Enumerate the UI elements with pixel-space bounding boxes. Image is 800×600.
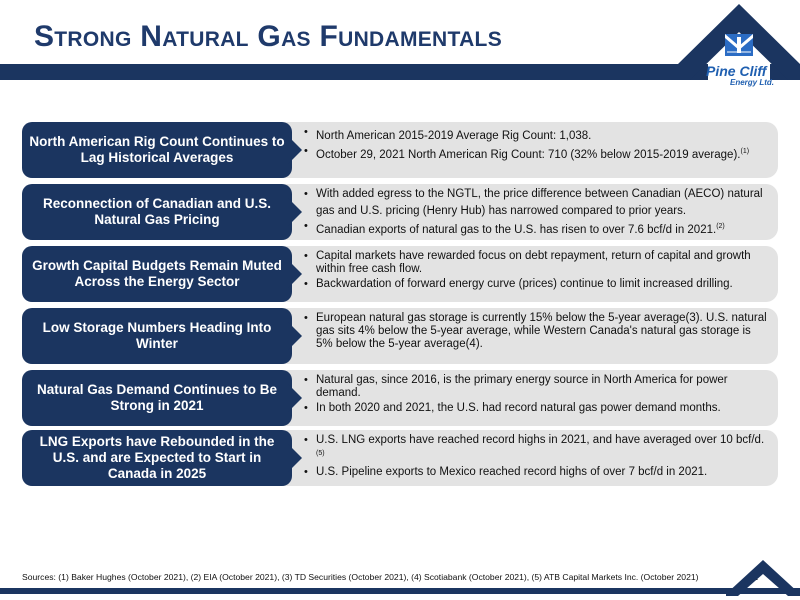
chevron-icon — [288, 136, 302, 164]
bullet-list — [304, 312, 770, 353]
chevron-icon — [288, 444, 302, 472]
row-heading: Reconnection of Canadian and U.S. Natural Gas Pricing — [22, 184, 292, 240]
chevron-icon — [288, 322, 302, 350]
fundamental-row — [22, 122, 778, 178]
bullet-item: • North American 2015-2019 Average Rig Count: 1,038. — [304, 126, 770, 143]
row-heading: LNG Exports have Rebounded in the U.S. and are Expected to Start in Canada in 2025 — [22, 430, 292, 486]
bullet-item: • European natural gas storage is currently 15% below the 5-year average(3). U.S. natural gas sits 4% below the 5-year average, while Western Canada's natural gas storage is 5% below the 5-year average(4). — [304, 312, 770, 351]
bullet-item: • In both 2020 and 2021, the U.S. had record natural gas power demand months. — [304, 402, 770, 415]
bullet-item: • U.S. Pipeline exports to Mexico reached record highs of over 7 bcf/d in 2021. — [304, 466, 770, 479]
fundamental-row — [22, 184, 778, 240]
row-heading: North American Rig Count Continues to Lag Historical Averages — [22, 122, 292, 178]
bullet-item: • Natural gas, since 2016, is the primary energy source in North America for power demand. — [304, 374, 770, 400]
bullet-list — [304, 434, 770, 481]
row-heading: Low Storage Numbers Heading Into Winter — [22, 308, 292, 364]
bullet-list — [304, 250, 770, 293]
fundamental-row — [22, 308, 778, 364]
row-heading: Growth Capital Budgets Remain Muted Across the Energy Sector — [22, 246, 292, 302]
chevron-icon — [288, 384, 302, 412]
bullet-item: • Backwardation of forward energy curve (prices) continue to limit increased drilling. — [304, 278, 770, 291]
fundamental-row — [22, 246, 778, 302]
bullet-item: • With added egress to the NGTL, the price difference between Canadian (AECO) natural gas and U.S. pricing (Henry Hub) has narrowed compared to prior years. — [304, 188, 770, 218]
fundamental-row — [22, 430, 778, 486]
logo-subtitle: Energy Ltd. — [730, 78, 775, 87]
fundamental-row — [22, 370, 778, 426]
bullet-item: • October 29, 2021 North American Rig Count: 710 (32% below 2015-2019 average).$^{(1)}$ — [304, 145, 770, 162]
bullet-list — [304, 374, 770, 417]
bullet-item: • Canadian exports of natural gas to the U.S. has risen to over 7.6 bcf/d in 2021.$^{(2)}$ — [304, 220, 770, 237]
page-title: Strong Natural Gas Fundamentals — [34, 20, 502, 53]
bullet-list — [304, 126, 770, 164]
chevron-icon — [288, 198, 302, 226]
sources-footnote: Sources: (1) Baker Hughes (October 2021), (2) EIA (October 2021), (3) TD Securities (October 2021), (4) Scotiabank (October 2021), (5) ATB Capital Markets Inc. (October 2021) — [22, 572, 699, 582]
logo-name: Pine Cliff — [706, 63, 767, 79]
bullet-list — [304, 188, 770, 239]
bullet-item: • Capital markets have rewarded focus on debt repayment, return of capital and growth within free cash flow. — [304, 250, 770, 276]
bullet-item: • U.S. LNG exports have reached record highs in 2021, and have averaged over 10 bcf/d.$^{(5)}$ — [304, 434, 770, 464]
chevron-icon — [288, 260, 302, 288]
row-heading: Natural Gas Demand Continues to Be Strong in 2021 — [22, 370, 292, 426]
footer-bar — [0, 588, 800, 594]
